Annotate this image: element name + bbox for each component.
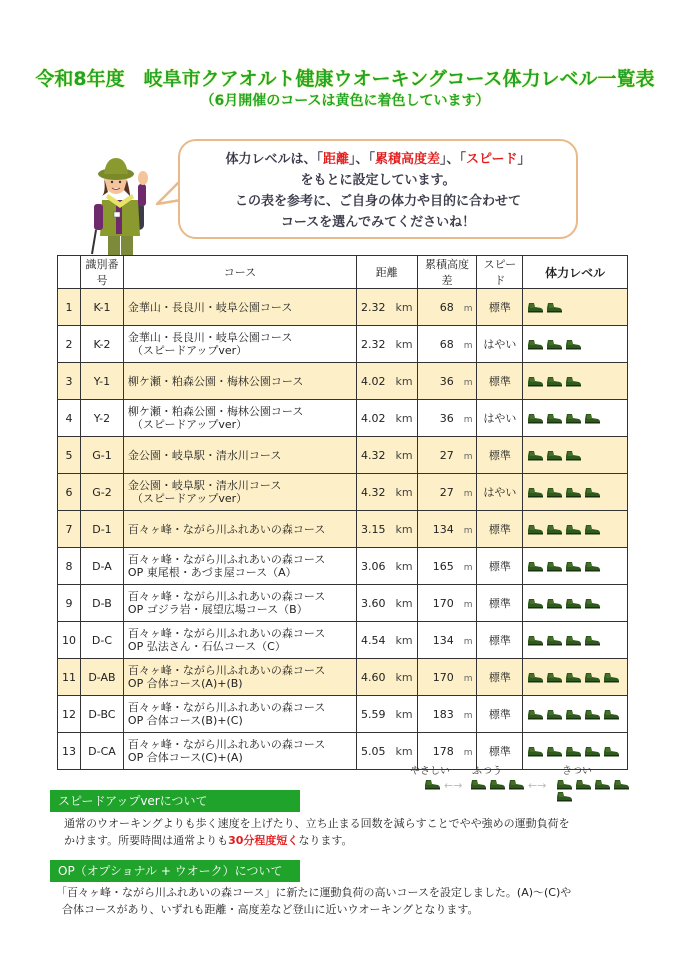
table-header-row [58,256,628,289]
hiking-boot-icon [565,413,582,424]
cell-level [523,511,628,548]
cell-speed: 標準 [477,622,523,659]
hiking-boot-icon [584,561,601,572]
speedup-section-text: 通常のウオーキングよりも歩く速度を上げたり、立ち止まる回数を減らすことでやや強めの運動負荷を かけます。所要時間は通常よりも30分程度短くなります。 [64,817,570,847]
hiking-boot-icon [584,709,601,720]
hiking-boot-icon [565,376,582,387]
hiking-boot-icon [603,672,620,683]
hiking-boot-icon [546,709,563,720]
cell-level [523,437,628,474]
hiking-boot-icon [565,450,582,461]
table-row [58,289,628,326]
cell-course: 柳ケ瀬・粕森公園・梅林公園コース [123,363,356,400]
keyword-speed: スピード [466,152,518,167]
cell-speed: 標準 [477,437,523,474]
cell-elevation: 68 m [417,326,477,363]
hiking-boot-icon [546,598,563,609]
cell-distance: 5.59 km [356,696,417,733]
hiking-boot-icon [584,635,601,646]
hiking-boot-icon [565,598,582,609]
cell-no: 3 [58,363,81,400]
cell-elevation: 165 m [417,548,477,585]
cell-distance: 4.32 km [356,437,417,474]
hiking-boot-icon [527,709,544,720]
op-section-heading: OP（オプショナル + ウオーク）について [50,860,300,882]
hiking-boot-icon [584,413,601,424]
legend-normal-label: ふつう [472,766,502,777]
hiking-boot-icon [575,779,592,790]
cell-no: 9 [58,585,81,622]
cell-level [523,659,628,696]
cell-id: D-AB [81,659,124,696]
cell-speed: 標準 [477,696,523,733]
double-arrow-icon: ←→ [528,779,547,792]
cell-course: 金公園・岐阜駅・清水川コース （スピードアップver） [123,474,356,511]
hiking-boot-icon [527,413,544,424]
legend-hard-label: きつい [562,766,592,777]
cell-speed: はやい [477,326,523,363]
table-row [58,659,628,696]
cell-level [523,622,628,659]
cell-no: 8 [58,548,81,585]
hiking-boot-icon [527,339,544,350]
cell-speed: 標準 [477,548,523,585]
cell-id: Y-1 [81,363,124,400]
hiking-boot-icon [565,524,582,535]
cell-no: 7 [58,511,81,548]
cell-level [523,363,628,400]
cell-course: 金華山・長良川・岐阜公園コース （スピードアップver） [123,326,356,363]
cell-course: 柳ケ瀬・粕森公園・梅林公園コース （スピードアップver） [123,400,356,437]
hiking-boot-icon [527,598,544,609]
cell-distance: 4.54 km [356,622,417,659]
cell-id: D-BC [81,696,124,733]
keyword-elevation: 累積高度差 [375,152,441,167]
hiking-boot-icon [527,376,544,387]
hiking-boot-icon [603,709,620,720]
hiking-boot-icon [556,779,573,790]
cell-elevation: 27 m [417,437,477,474]
hiking-boot-icon [527,450,544,461]
cell-no: 13 [58,733,81,770]
hiking-boot-icon [527,672,544,683]
table-row [58,326,628,363]
cell-elevation: 178 m [417,733,477,770]
cell-distance: 3.06 km [356,548,417,585]
cell-no: 6 [58,474,81,511]
hiking-boot-icon [527,561,544,572]
cell-level [523,585,628,622]
level-legend [400,762,650,798]
legend-easy-label: やさしい [410,766,450,777]
table-row [58,437,628,474]
cell-elevation: 134 m [417,511,477,548]
hiking-boot-icon [546,450,563,461]
speedup-section-heading: スピードアップverについて [50,790,300,812]
cell-distance: 4.02 km [356,400,417,437]
cell-id: Y-2 [81,400,124,437]
hiking-boot-icon [584,672,601,683]
cell-no: 4 [58,400,81,437]
cell-speed: はやい [477,474,523,511]
hiking-boot-icon [556,791,573,802]
cell-speed: 標準 [477,511,523,548]
hiking-boot-icon [565,339,582,350]
cell-id: G-2 [81,474,124,511]
cell-course: 百々ヶ峰・ながら川ふれあいの森コース OP 弘法さん・石仏コース（C） [123,622,356,659]
cell-level [523,289,628,326]
page-title: 令和8年度 岐阜市クアオルト健康ウオーキングコース体力レベル一覧表 [35,68,655,90]
cell-elevation: 27 m [417,474,477,511]
cell-elevation: 134 m [417,622,477,659]
table-row [58,363,628,400]
hiking-boot-icon [546,487,563,498]
hiking-boot-icon [546,524,563,535]
hiking-boot-icon [527,487,544,498]
table-row [58,696,628,733]
cell-level [523,696,628,733]
op-section-text: 「百々ヶ峰・ながら川ふれあいの森コース」に新たに運動負荷の高いコースを設定しました。(A)～(C)や 合体コースがあり、いずれも距離・高度差など登山に近いウオーキングとなります。 [56,886,572,916]
cell-id: D-1 [81,511,124,548]
cell-course: 百々ヶ峰・ながら川ふれあいの森コース OP 合体コース(A)+(B) [123,659,356,696]
double-arrow-icon: ←→ [444,779,463,792]
hiking-boot-icon [489,779,506,790]
hiking-boot-icon [613,779,630,790]
cell-id: D-C [81,622,124,659]
hiking-boot-icon [527,524,544,535]
cell-no: 1 [58,289,81,326]
hiking-boot-icon [424,779,441,790]
bubble-line-4: コースを選んでみてくださいね！ [280,215,476,230]
hiking-boot-icon [546,376,563,387]
header-distance: 距離 [356,256,417,289]
header-speed: スピード [477,256,523,289]
hiking-boot-icon [565,672,582,683]
bubble-line-2: をもとに設定しています。 [300,173,456,188]
cell-no: 12 [58,696,81,733]
cell-level [523,400,628,437]
cell-level [523,326,628,363]
hiking-boot-icon [584,598,601,609]
cell-speed: 標準 [477,289,523,326]
legend-easy-boots [424,779,443,791]
legend-normal-boots [470,779,527,791]
hiking-boot-icon [508,779,525,790]
cell-distance: 4.32 km [356,474,417,511]
bubble-line-1: 体力レベルは、「距離」、「累積高度差」、「スピード」 [225,152,531,167]
table-row [58,474,628,511]
hiking-boot-icon [546,339,563,350]
cell-course: 百々ヶ峰・ながら川ふれあいの森コース OP ゴジラ岩・展望広場コース（B） [123,585,356,622]
hiking-boot-icon [594,779,611,790]
hiking-boot-icon [527,746,544,757]
cell-distance: 4.02 km [356,363,417,400]
header-id: 識別番号 [81,256,124,289]
cell-course: 金華山・長良川・岐阜公園コース [123,289,356,326]
table-row [58,548,628,585]
speech-bubble [178,139,578,239]
cell-id: K-1 [81,289,124,326]
cell-speed: 標準 [477,585,523,622]
hiking-boot-icon [565,709,582,720]
cell-level [523,548,628,585]
header-level: 体力レベル [523,256,628,289]
cell-elevation: 170 m [417,659,477,696]
hiker-character-illustration [86,152,160,256]
header-elevation: 累積高度差 [417,256,477,289]
hiking-boot-icon [565,635,582,646]
cell-level [523,474,628,511]
cell-course: 百々ヶ峰・ながら川ふれあいの森コース OP 東尾根・あづま屋コース（A） [123,548,356,585]
cell-id: G-1 [81,437,124,474]
cell-distance: 2.32 km [356,289,417,326]
cell-course: 百々ヶ峰・ながら川ふれあいの森コース OP 合体コース(C)+(A) [123,733,356,770]
speedup-emphasis: 30分程度短く [228,834,299,847]
cell-no: 2 [58,326,81,363]
table-row [58,585,628,622]
hiking-boot-icon [584,487,601,498]
hiking-boot-icon [546,746,563,757]
hiking-boot-icon [527,635,544,646]
hiking-boot-icon [470,779,487,790]
cell-distance: 5.05 km [356,733,417,770]
page-subtitle: （6月開催のコースは黄色に着色しています） [200,93,490,109]
header-course: コース [123,256,356,289]
cell-id: K-2 [81,326,124,363]
cell-elevation: 36 m [417,363,477,400]
hiking-boot-icon [603,746,620,757]
cell-no: 11 [58,659,81,696]
course-level-table [57,255,628,770]
cell-speed: 標準 [477,363,523,400]
cell-speed: はやい [477,400,523,437]
cell-distance: 4.60 km [356,659,417,696]
hiking-boot-icon [584,524,601,535]
hiking-boot-icon [546,635,563,646]
cell-distance: 3.15 km [356,511,417,548]
hiking-boot-icon [584,746,601,757]
cell-speed: 標準 [477,659,523,696]
cell-id: D-A [81,548,124,585]
cell-course: 百々ヶ峰・ながら川ふれあいの森コース [123,511,356,548]
hiking-boot-icon [546,561,563,572]
cell-distance: 3.60 km [356,585,417,622]
legend-hard-boots [556,779,650,802]
hiking-boot-icon [546,302,563,313]
keyword-distance: 距離 [322,152,349,167]
hiking-boot-icon [565,487,582,498]
cell-distance: 2.32 km [356,326,417,363]
cell-elevation: 170 m [417,585,477,622]
cell-elevation: 68 m [417,289,477,326]
hiking-boot-icon [546,672,563,683]
hiking-boot-icon [565,561,582,572]
cell-elevation: 183 m [417,696,477,733]
hiking-boot-icon [527,302,544,313]
cell-no: 10 [58,622,81,659]
table-row [58,511,628,548]
table-row [58,400,628,437]
hiking-boot-icon [565,746,582,757]
cell-no: 5 [58,437,81,474]
cell-speed: 標準 [477,733,523,770]
bubble-line-3: この表を参考に、ご自身の体力や目的に合わせて [234,194,521,209]
table-row [58,622,628,659]
cell-id: D-B [81,585,124,622]
cell-elevation: 36 m [417,400,477,437]
hiking-boot-icon [546,413,563,424]
header-no [58,256,81,289]
cell-id: D-CA [81,733,124,770]
table-body [58,289,628,770]
cell-course: 百々ヶ峰・ながら川ふれあいの森コース OP 合体コース(B)+(C) [123,696,356,733]
cell-course: 金公園・岐阜駅・清水川コース [123,437,356,474]
